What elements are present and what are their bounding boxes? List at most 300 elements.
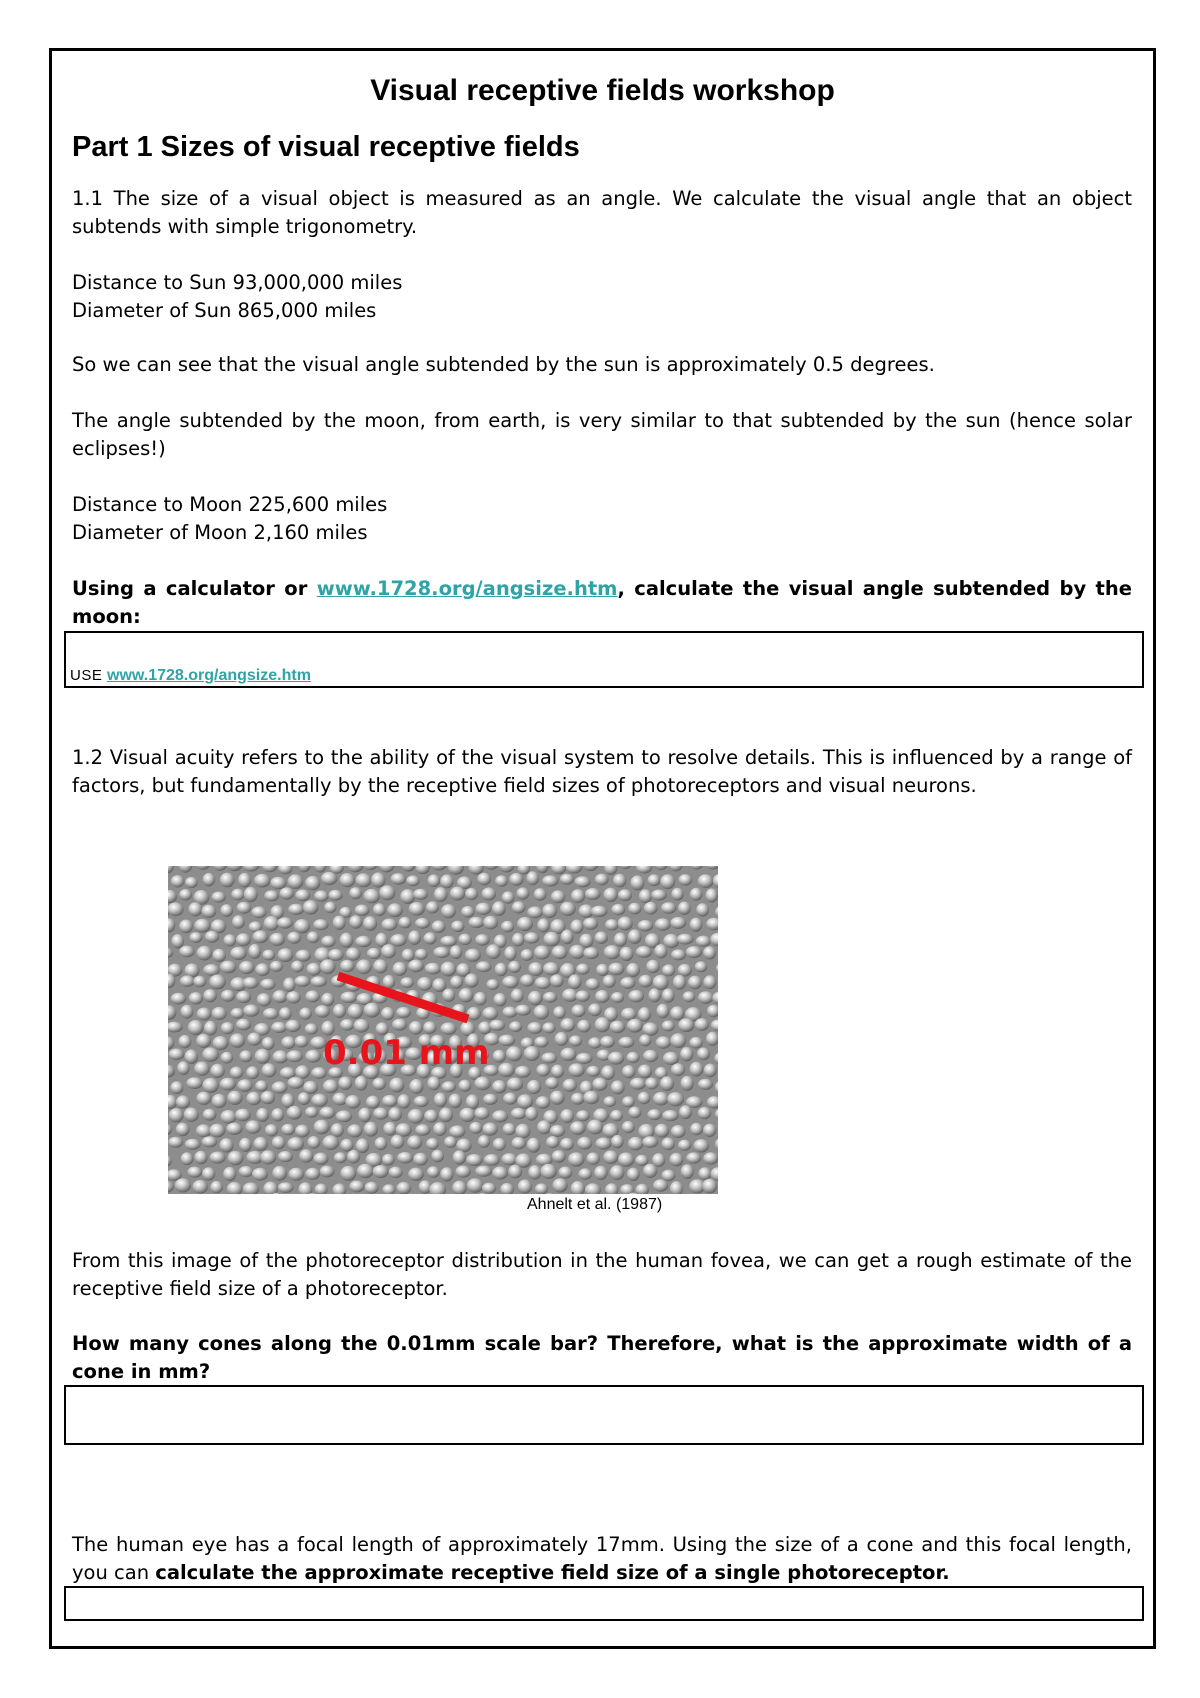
cone-cell — [238, 873, 251, 888]
cone-cell — [314, 890, 329, 901]
cone-cell — [627, 1168, 640, 1181]
cone-cell — [425, 963, 441, 975]
cone-cell — [331, 1123, 344, 1137]
cone-cell — [203, 989, 217, 1002]
cone-cell — [390, 934, 406, 946]
cone-cell — [367, 948, 381, 959]
cone-cell — [583, 918, 598, 930]
cone-cell — [563, 1079, 577, 1092]
cone-cell — [686, 1152, 701, 1163]
cone-cell — [503, 1123, 516, 1135]
cone-cell — [534, 1005, 550, 1020]
cone-cell — [618, 889, 632, 901]
cone-cell — [506, 1046, 522, 1061]
cone-cell — [551, 890, 565, 903]
cone-cell — [670, 1006, 684, 1020]
cone-cell — [638, 1007, 651, 1022]
cone-cell — [527, 906, 543, 918]
cone-cell — [507, 1078, 523, 1091]
cone-cell — [187, 1167, 202, 1178]
cone-cell — [509, 873, 523, 886]
cone-cell — [323, 1079, 339, 1093]
answer-hint-link[interactable]: www.1728.org/angsize.htm — [107, 667, 311, 684]
cone-cell — [560, 1018, 575, 1032]
cone-cell — [465, 974, 479, 988]
cone-cell — [170, 1081, 183, 1094]
cone-cell — [382, 1095, 398, 1107]
cone-cell — [389, 1167, 403, 1179]
cone-cell — [402, 949, 415, 962]
cone-cell — [486, 944, 501, 959]
cone-cell — [213, 1036, 229, 1050]
cone-cell — [558, 1166, 572, 1178]
cone-cell — [426, 1138, 439, 1150]
cone-cell — [358, 1108, 371, 1123]
cone-cell — [407, 1135, 422, 1149]
cone-cell — [255, 963, 269, 976]
cone-cell — [610, 1165, 625, 1180]
cone-cell — [202, 1136, 218, 1147]
cone-cell — [305, 1050, 321, 1063]
cone-question: How many cones along the 0.01mm scale bar? Therefore, what is the approximate width of a cone in mm? — [72, 1332, 1132, 1383]
cone-cell — [252, 1168, 268, 1181]
cone-cell — [475, 934, 490, 946]
cone-cell — [334, 1152, 347, 1163]
cone-cell — [536, 1096, 551, 1109]
cone-cell — [440, 962, 456, 977]
cone-cell — [286, 991, 301, 1003]
cone-cell — [295, 976, 311, 987]
cone-cell — [688, 976, 702, 990]
cone-cell — [702, 1179, 717, 1194]
cone-cell — [263, 1008, 279, 1019]
cone-cell — [270, 933, 285, 946]
cone-cell — [482, 1007, 498, 1020]
cone-cell — [237, 902, 252, 914]
cone-cell — [246, 1092, 261, 1106]
cone-cell — [570, 1121, 586, 1135]
cone-cell — [638, 920, 653, 931]
sun-angle-text: So we can see that the visual angle subtended by the sun is approximately 0.5 degrees. — [72, 353, 935, 376]
cone-cell — [537, 1120, 551, 1134]
cone-cell — [595, 931, 608, 944]
cone-cell — [408, 1109, 424, 1124]
angsize-link[interactable]: www.1728.org/angsize.htm — [316, 577, 618, 600]
cone-cell — [305, 1168, 320, 1180]
sun-diameter: Diameter of Sun 865,000 miles — [72, 299, 377, 322]
cone-cell — [493, 1138, 506, 1151]
cone-cell — [220, 961, 237, 974]
cone-cell — [660, 874, 675, 889]
cone-cell — [560, 874, 574, 885]
cone-cell — [231, 889, 244, 901]
cone-cell — [260, 1150, 276, 1164]
cone-cell — [622, 1121, 635, 1133]
cone-cell — [364, 1003, 380, 1018]
cone-cell — [340, 1166, 356, 1181]
cone-cell — [244, 887, 258, 902]
cone-cell — [347, 1150, 360, 1164]
cone-cell — [502, 891, 515, 903]
cone-cell — [212, 1007, 227, 1020]
cone-cell — [320, 1107, 336, 1119]
cone-cell — [272, 1166, 287, 1181]
cone-cell — [703, 1124, 716, 1137]
cone-cell — [278, 1182, 294, 1193]
cone-cell — [243, 977, 259, 989]
cone-cell — [571, 1005, 585, 1018]
cone-cell — [388, 1107, 402, 1121]
cone-cell — [271, 1022, 287, 1033]
cone-cell — [450, 945, 462, 959]
cone-cell — [618, 917, 633, 931]
cone-cell — [247, 1033, 261, 1046]
cone-cell — [288, 1077, 305, 1089]
cone-cell — [635, 1155, 648, 1166]
cone-cell — [340, 933, 354, 948]
cone-cell — [542, 904, 557, 918]
cone-cell — [434, 887, 448, 902]
cone-cell — [220, 1110, 236, 1124]
cone-cell — [210, 1064, 225, 1078]
cone-cell — [278, 1151, 293, 1162]
cone-cell — [432, 978, 446, 992]
cone-cell — [235, 1109, 251, 1122]
cone-cell — [336, 1110, 353, 1122]
cone-cell — [683, 991, 696, 1002]
cone-cell — [661, 902, 676, 914]
cone-cell — [277, 917, 293, 928]
cone-cell — [285, 1020, 301, 1032]
cone-cell — [185, 877, 198, 888]
cone-cell — [288, 874, 304, 889]
cone-cell — [459, 1108, 475, 1122]
cone-cell — [461, 906, 474, 918]
cone-cell — [194, 1151, 207, 1164]
cone-cell — [355, 873, 371, 887]
cone-cell — [543, 932, 560, 947]
cone-cell — [254, 874, 270, 888]
moon-question — [72, 575, 1132, 631]
cone-cell — [239, 1166, 254, 1177]
cone-cell — [639, 1034, 651, 1046]
cone-cell — [371, 872, 385, 887]
cone-cell — [221, 990, 235, 1002]
cone-cell — [345, 1095, 360, 1109]
cone-cell — [299, 1149, 313, 1163]
cone-cell — [408, 930, 421, 945]
cone-cell — [203, 1109, 217, 1121]
cone-cell — [236, 933, 251, 946]
cone-cell — [698, 874, 714, 888]
cone-cell — [287, 1137, 304, 1151]
cone-cell — [483, 1123, 498, 1136]
cone-cell — [294, 919, 310, 933]
cone-cell — [413, 889, 428, 900]
cone-cell — [298, 1092, 310, 1105]
section-1-2-intro: 1.2 Visual acuity refers to the ability of the visual system to resolve details. This is influenced by a range of factors, but fundamentally by the receptive field sizes of photoreceptors and visual neurons. — [72, 746, 1132, 797]
cone-cell — [281, 1093, 294, 1108]
cone-cell — [492, 1080, 506, 1093]
cone-cell — [295, 1065, 310, 1079]
cone-cell — [656, 1004, 669, 1019]
cone-cell — [381, 918, 397, 930]
cone-cell — [356, 1138, 370, 1153]
cone-cell — [257, 993, 272, 1006]
cone-cell — [679, 1105, 692, 1119]
cone-cell — [622, 1096, 635, 1107]
cone-cell — [560, 902, 576, 916]
cone-cell — [278, 948, 294, 962]
cone-cell — [638, 1065, 652, 1079]
cone-cell — [642, 1136, 658, 1148]
cone-cell — [560, 1048, 576, 1061]
cone-cell — [355, 936, 371, 947]
cone-cell — [171, 934, 184, 948]
cone-cell — [219, 1138, 233, 1152]
cone-cell — [303, 900, 319, 915]
cone-cell — [601, 1065, 615, 1080]
cone-cell — [261, 1091, 276, 1104]
cone-cell — [515, 1005, 531, 1016]
cone-cell — [415, 949, 428, 960]
cone-cell — [486, 979, 499, 990]
cone-cell — [644, 902, 658, 915]
cone-cell — [656, 1036, 671, 1048]
cone-cell — [587, 1152, 600, 1165]
cone-cell — [357, 1164, 374, 1178]
cone-cell — [255, 1049, 271, 1064]
cone-cell — [227, 1091, 242, 1105]
cone-cell — [409, 1079, 423, 1094]
cone-cell — [237, 1079, 252, 1092]
cone-cell — [295, 1036, 309, 1048]
cone-cell — [397, 1152, 413, 1163]
cone-cell — [520, 974, 534, 986]
cone-cell — [305, 1107, 318, 1118]
cone-cell — [328, 890, 342, 901]
answer-hint — [70, 667, 311, 685]
cone-cell — [283, 978, 295, 992]
cone-cell — [690, 918, 703, 932]
cone-cell — [603, 888, 617, 903]
cone-cell — [381, 944, 396, 958]
cone-cell — [501, 1153, 517, 1165]
cone-cell — [706, 888, 718, 902]
cone-cell — [630, 875, 644, 890]
cone-cell — [391, 1135, 405, 1149]
cone-cell — [248, 944, 261, 959]
cone-cell — [413, 1153, 428, 1166]
cone-cell — [209, 1124, 225, 1138]
cone-cell — [502, 976, 518, 988]
cone-cell — [230, 947, 247, 960]
cone-cell — [550, 974, 564, 987]
cone-cell — [636, 946, 652, 958]
cone-cell — [698, 1079, 713, 1090]
cone-cell — [662, 989, 675, 1003]
cone-cell — [648, 988, 661, 1002]
cone-cell — [251, 906, 266, 918]
cone-cell — [545, 1077, 559, 1089]
cone-cell — [232, 915, 245, 929]
cone-cell — [262, 950, 275, 961]
cone-cell — [518, 1180, 532, 1194]
cone-cell — [230, 1033, 246, 1047]
cone-cell — [253, 930, 269, 943]
moon-question-part2: , calculate the visual angle subtended by the moon: — [72, 577, 1132, 628]
cone-cell — [493, 1050, 506, 1063]
cone-answer-box[interactable] — [64, 1385, 1144, 1445]
cone-cell — [431, 1150, 444, 1163]
cone-cell — [189, 932, 202, 943]
cone-cell — [303, 1081, 318, 1094]
cone-cell — [569, 945, 585, 959]
cone-cell — [313, 1153, 328, 1165]
cone-cell — [587, 1120, 603, 1135]
cone-cell — [515, 1124, 530, 1139]
cone-cell — [349, 887, 362, 899]
cone-cell — [281, 1036, 295, 1049]
cone-cell — [169, 1108, 184, 1122]
cone-cell — [453, 1150, 466, 1164]
cone-cell — [332, 1093, 347, 1106]
cone-cell — [508, 961, 521, 973]
cone-cell — [690, 1123, 703, 1136]
cone-cell — [423, 1021, 436, 1034]
cone-cell — [534, 888, 547, 901]
cone-cell — [508, 1165, 522, 1179]
cone-cell — [320, 959, 336, 974]
cone-cell — [281, 1124, 295, 1136]
cone-cell — [397, 1094, 410, 1109]
cone-cell — [642, 1022, 658, 1035]
receptive-field-answer-box[interactable] — [64, 1586, 1144, 1621]
cone-cell — [681, 1076, 694, 1091]
cone-cell — [466, 1154, 483, 1166]
cone-cell — [272, 1081, 288, 1093]
cone-cell — [528, 1165, 541, 1180]
cone-cell — [373, 959, 387, 973]
cone-cell — [680, 1047, 693, 1061]
cone-cell — [671, 1125, 686, 1138]
cone-cell — [703, 975, 716, 989]
cone-cell — [451, 921, 464, 932]
cone-cell — [662, 1110, 679, 1121]
cone-cell — [704, 1064, 717, 1078]
cone-cell — [697, 1048, 710, 1061]
cone-cell — [236, 991, 251, 1003]
cone-cell — [603, 1150, 618, 1164]
page-title: Visual receptive fields workshop — [370, 74, 835, 107]
cone-cell — [535, 977, 551, 989]
cone-cell — [681, 1164, 694, 1179]
cone-cell — [339, 873, 355, 887]
cone-cell — [295, 889, 310, 901]
cone-cell — [620, 977, 635, 989]
cone-cell — [543, 992, 557, 1003]
cone-cell — [662, 964, 675, 976]
cone-cell — [444, 1136, 457, 1148]
cone-cell — [592, 1078, 607, 1091]
cone-cell — [534, 1037, 548, 1048]
cone-cell — [690, 888, 703, 901]
cone-cell — [322, 1135, 339, 1150]
cone-cell — [626, 963, 640, 977]
cone-cell — [434, 1093, 447, 1108]
cone-cell — [366, 1096, 380, 1109]
cone-cell — [255, 1080, 268, 1091]
cone-cell — [489, 1020, 505, 1031]
cone-cell — [571, 889, 585, 903]
cone-cell — [504, 946, 516, 961]
cone-cell — [197, 1008, 212, 1021]
cone-cell — [678, 964, 692, 977]
part-heading: Part 1 Sizes of visual receptive fields — [72, 131, 580, 163]
cone-cell — [399, 917, 412, 929]
cone-cell — [201, 905, 216, 918]
cone-cell — [363, 889, 380, 904]
cone-cell — [467, 1178, 484, 1193]
cone-cell — [698, 1107, 712, 1119]
cone-cell — [338, 1077, 352, 1090]
cone-cell — [179, 946, 194, 958]
cone-cell — [561, 930, 574, 945]
cone-cell — [186, 1077, 203, 1089]
focal-text: The human eye has a focal length of approximately 17mm. Using the size of a cone and this focal length, you can — [72, 1533, 1132, 1584]
cone-cell — [314, 1120, 330, 1135]
cone-cell — [576, 1110, 590, 1121]
moon-answer-box[interactable] — [64, 631, 1144, 688]
cone-cell — [576, 1053, 593, 1064]
cone-cell — [568, 974, 582, 989]
cone-cell — [474, 1107, 489, 1119]
cone-cell — [621, 1008, 637, 1021]
cone-cell — [622, 1065, 635, 1078]
cone-cell — [476, 961, 492, 972]
cone-cell — [179, 920, 193, 934]
cone-cell — [661, 1138, 675, 1151]
cone-cell — [646, 960, 660, 973]
cone-cell — [243, 1004, 259, 1016]
cone-cell — [569, 1035, 582, 1046]
cone-cell — [628, 1107, 641, 1119]
cone-cell — [272, 1136, 286, 1149]
cone-cell — [577, 1020, 591, 1033]
cone-cell — [576, 964, 590, 975]
cone-cell — [373, 1108, 388, 1120]
cone-cell — [512, 933, 525, 946]
cone-cell — [595, 874, 609, 886]
cone-cell — [287, 932, 301, 944]
cone-cell — [670, 917, 686, 929]
cone-cell — [354, 1019, 370, 1033]
cone-cell — [320, 1165, 335, 1177]
cone-cell — [509, 1021, 522, 1032]
cone-cell — [655, 1124, 670, 1138]
cone-cell — [583, 947, 599, 959]
cone-cell — [620, 947, 634, 961]
cone-cell — [475, 1166, 492, 1177]
cone-cell — [180, 1005, 193, 1019]
cone-cell — [180, 975, 195, 987]
cone-cell — [527, 1022, 542, 1034]
cone-cell — [340, 1139, 353, 1152]
cone-cell — [502, 1007, 517, 1018]
cone-cell — [515, 1066, 531, 1078]
cone-cell — [185, 1049, 199, 1064]
cone-cell — [459, 988, 474, 1002]
